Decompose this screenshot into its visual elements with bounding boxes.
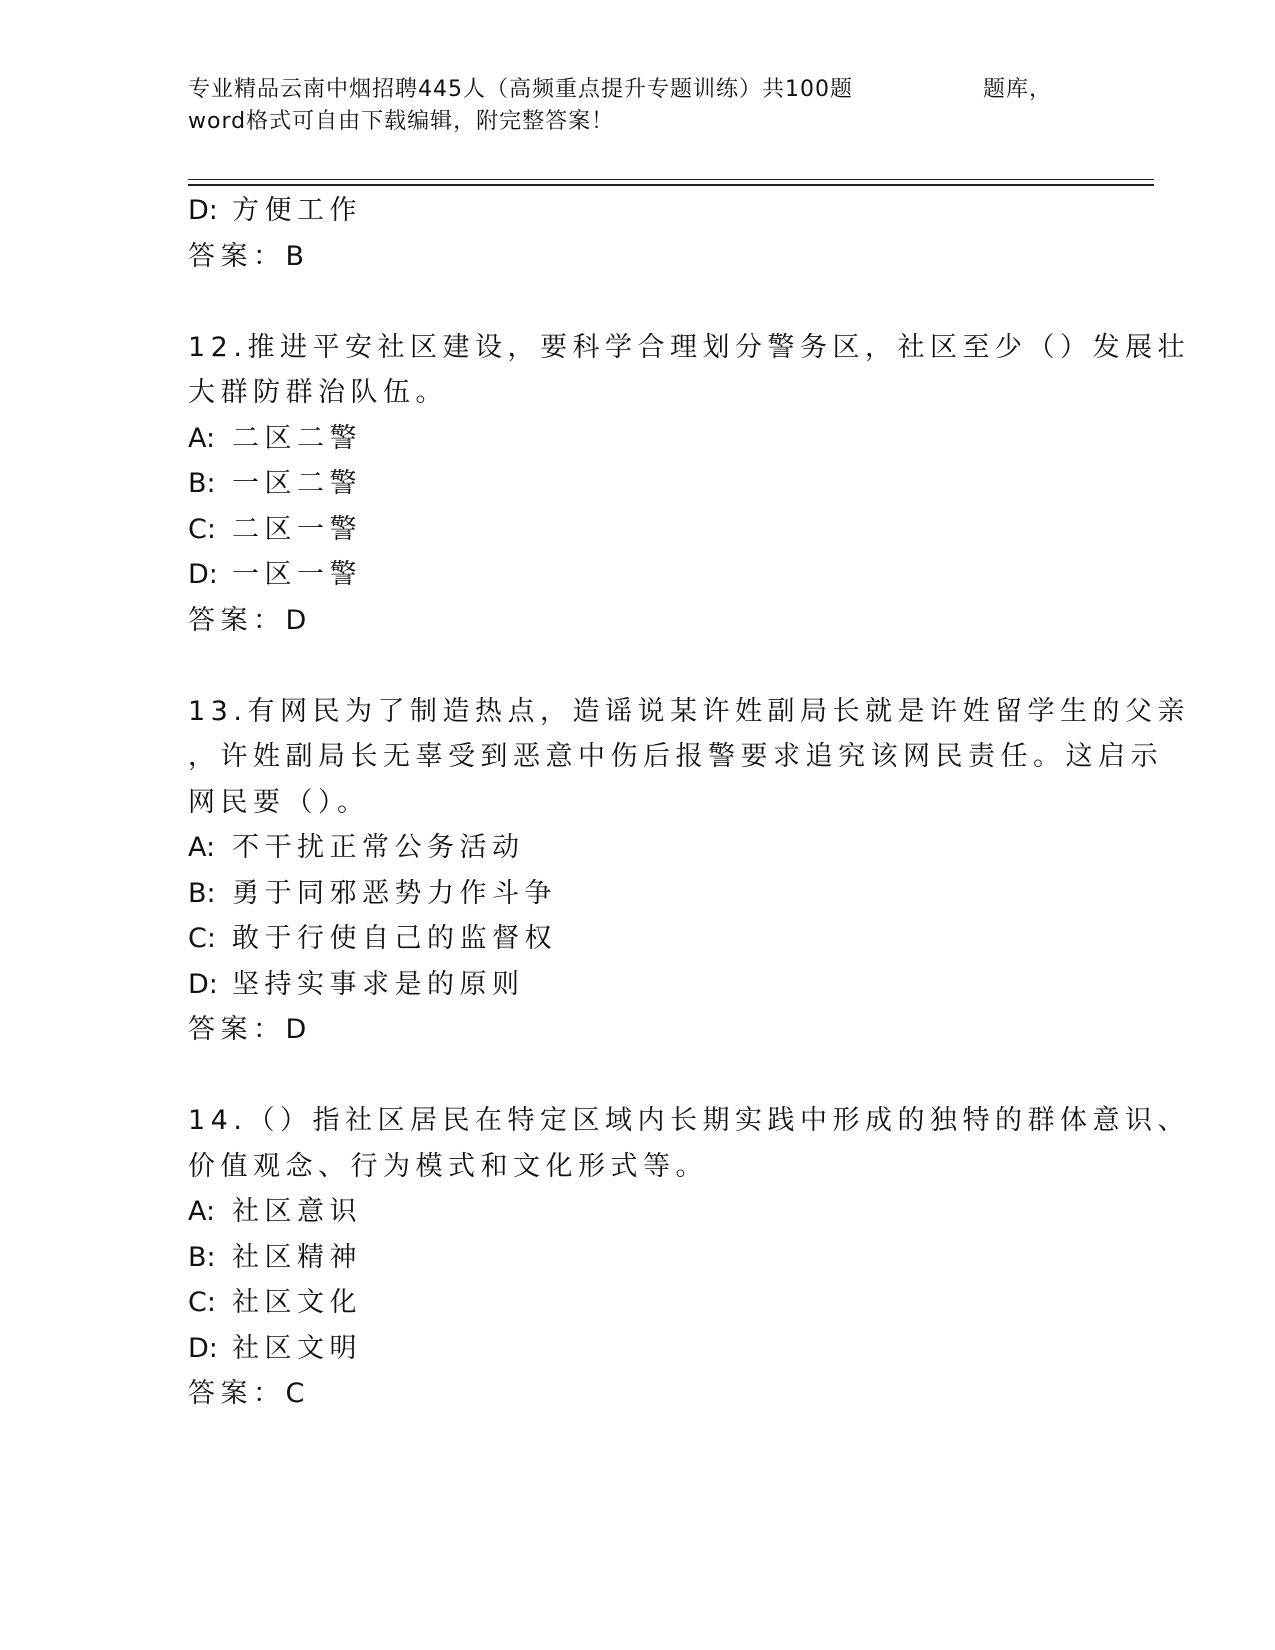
- option-d: D: 方便工作: [188, 195, 362, 226]
- option-c: C: 二区一警: [188, 513, 362, 545]
- document-body: [188, 188, 1190, 1417]
- option-b: B: 勇于同邪恶势力作斗争: [188, 877, 557, 909]
- option-d: D: 一区一警: [188, 559, 362, 590]
- page-header: [188, 74, 1148, 138]
- question-stem: 12.推进平安社区建设，要科学合理划分警务区，社区至少（）发展壮: [188, 331, 1190, 363]
- question-stem: 网民要（）。: [188, 786, 370, 818]
- option-d: D: 社区文明: [188, 1332, 362, 1364]
- question-stem: 价值观念、行为模式和文化形式等。: [188, 1150, 708, 1182]
- header-line-2: word格式可自由下载编辑，附完整答案！: [188, 109, 615, 134]
- header-title: 专业精品云南中烟招聘445人（高频重点提升专题训练）共100题: [188, 77, 853, 102]
- answer-line: 答案：B: [188, 240, 310, 272]
- question-stem: 13.有网民为了制造热点，造谣说某许姓副局长就是许姓留学生的父亲: [188, 695, 1190, 727]
- header-divider-thick: [188, 184, 1154, 186]
- option-c: C: 社区文化: [188, 1287, 362, 1318]
- answer-line: 答案：D: [188, 1014, 312, 1045]
- header-title-suffix: 题库，: [983, 77, 1053, 102]
- question-stem: 14.（）指社区居民在特定区域内长期实践中形成的独特的群体意识、: [188, 1105, 1190, 1136]
- header-divider-thin: [188, 179, 1154, 180]
- option-a: A: 社区意识: [188, 1196, 362, 1227]
- question-stem: 大群防群治队伍。: [188, 377, 448, 408]
- option-a: A: 二区二警: [188, 422, 362, 454]
- question-stem: ，许姓副局长无辜受到恶意中伤后报警要求追究该网民责任。这启示: [188, 741, 1163, 772]
- option-d: D: 坚持实事求是的原则: [188, 968, 525, 1000]
- option-b: B: 一区二警: [188, 468, 362, 499]
- question-13: [188, 689, 1190, 1053]
- option-b: B: 社区精神: [188, 1241, 362, 1273]
- answer-line: 答案：C: [188, 1378, 310, 1409]
- option-c: C: 敢于行使自己的监督权: [188, 923, 557, 954]
- question-12: [188, 325, 1190, 644]
- answer-line: 答案：D: [188, 604, 312, 636]
- previous-question-tail: [188, 188, 1088, 279]
- header-line-1: [188, 74, 1148, 106]
- option-a: A: 不干扰正常公务活动: [188, 832, 525, 863]
- question-14: [188, 1098, 1190, 1417]
